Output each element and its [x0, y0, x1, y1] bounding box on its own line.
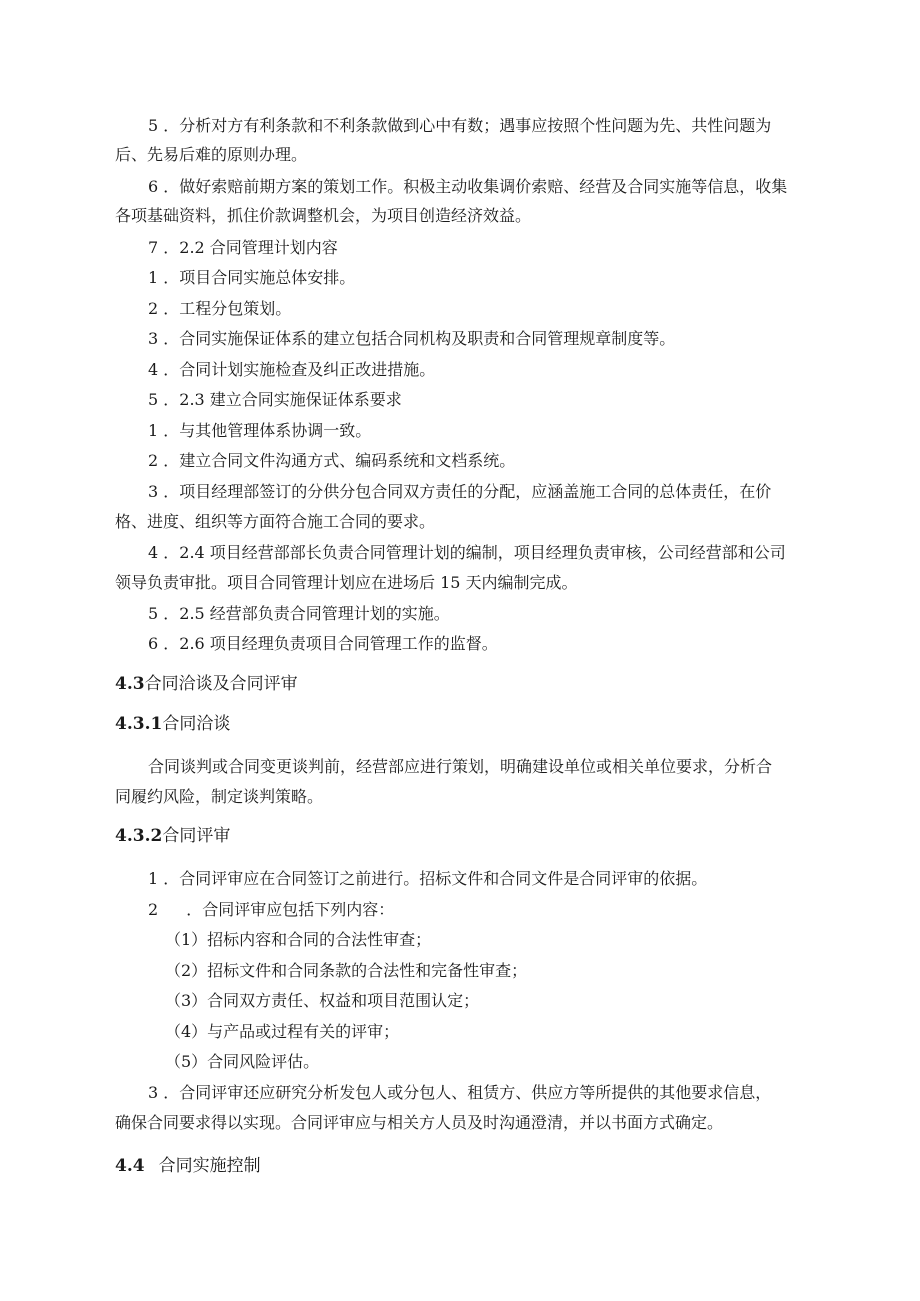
list-item: 3 ．合同实施保证体系的建立包括合同机构及职责和合同管理规章制度等。: [148, 329, 676, 348]
heading-number: 4.3: [115, 674, 145, 694]
list-item: 1 ．与其他管理体系协调一致。: [148, 421, 372, 440]
paragraph-3-line-1: 3 ．项目经理部签订的分供分包合同双方责任的分配，应涵盖施工合同的总体责任，在价: [148, 482, 772, 501]
section-2-3-title: 5 ．2.3 建立合同实施保证体系要求: [148, 390, 402, 409]
paragraph-6-line-1: 6 ．做好索赔前期方案的策划工作。积极主动收集调价索赔、经营及合同实施等信息，收集: [148, 177, 788, 196]
review-item-1: 1 ．合同评审应在合同签订之前进行。招标文件和合同文件是合同评审的依据。: [148, 869, 708, 888]
paragraph-5-line-2: 后、先易后难的原则办理。: [115, 145, 308, 164]
section-2-4-line-2: 领导负责审批。项目合同管理计划应在进场后 15 天内编制完成。: [115, 573, 578, 592]
list-item: （2）招标文件和合同条款的合法性和完备性审查；: [165, 961, 528, 980]
paragraph-3-line-2: 格、进度、组织等方面符合施工合同的要求。: [115, 512, 436, 531]
paragraph-5-line-1: 5 ．分析对方有利条款和不利条款做到心中有数；遇事应按照个性问题为先、共性问题为: [148, 116, 772, 135]
review-item-2-text: ．合同评审应包括下列内容：: [186, 900, 395, 919]
heading-text: 合同实施控制: [158, 1156, 261, 1176]
list-item: （3）合同双方责任、权益和项目范围认定；: [165, 991, 480, 1010]
section-2-2-title: 7 ．2.2 合同管理计划内容: [148, 238, 338, 257]
heading-text: 合同洽谈: [162, 714, 231, 734]
paragraph-4-3-1-line-2: 同履约风险，制定谈判策略。: [115, 787, 324, 806]
list-item: （1）招标内容和合同的合法性审查；: [165, 930, 432, 949]
list-item: （4）与产品或过程有关的评审；: [165, 1022, 400, 1041]
list-item: 2 ．工程分包策划。: [148, 299, 292, 318]
list-item: （5）合同风险评估。: [165, 1052, 320, 1071]
list-item: 2 ．建立合同文件沟通方式、编码系统和文档系统。: [148, 451, 516, 470]
heading-number: 4.3.1: [115, 714, 163, 734]
section-2-5: 5 ．2.5 经营部负责合同管理计划的实施。: [148, 604, 450, 623]
heading-4-3-1: [115, 713, 230, 735]
section-2-6: 6 ．2.6 项目经理负责项目合同管理工作的监督。: [148, 634, 498, 653]
review-item-2: [148, 900, 394, 920]
list-item: 4 ．合同计划实施检查及纠正改进措施。: [148, 360, 436, 379]
heading-number: 4.3.2: [115, 826, 163, 846]
heading-4-3-2: [115, 825, 230, 847]
paragraph-4-3-1-line-1: 合同谈判或合同变更谈判前，经营部应进行策划，明确建设单位或相关单位要求，分析合: [148, 757, 773, 776]
heading-4-3: [115, 673, 298, 695]
review-item-3-line-2: 确保合同要求得以实现。合同评审应与相关方人员及时沟通澄清，并以书面方式确定。: [115, 1113, 724, 1132]
heading-number: 4.4: [115, 1156, 145, 1176]
review-item-3-line-1: 3 ．合同评审还应研究分析发包人或分包人、租赁方、供应方等所提供的其他要求信息，: [148, 1083, 772, 1102]
heading-4-4: [115, 1155, 261, 1177]
review-item-2-number: 2: [148, 900, 159, 919]
section-2-4-line-1: 4 ．2.4 项目经营部部长负责合同管理计划的编制，项目经理负责审核，公司经营部和公司: [148, 543, 786, 562]
list-item: 1 ．项目合同实施总体安排。: [148, 268, 356, 287]
heading-text: 合同评审: [162, 826, 231, 846]
paragraph-6-line-2: 各项基础资料，抓住价款调整机会，为项目创造经济效益。: [115, 206, 532, 225]
heading-text: 合同洽谈及合同评审: [144, 674, 298, 694]
